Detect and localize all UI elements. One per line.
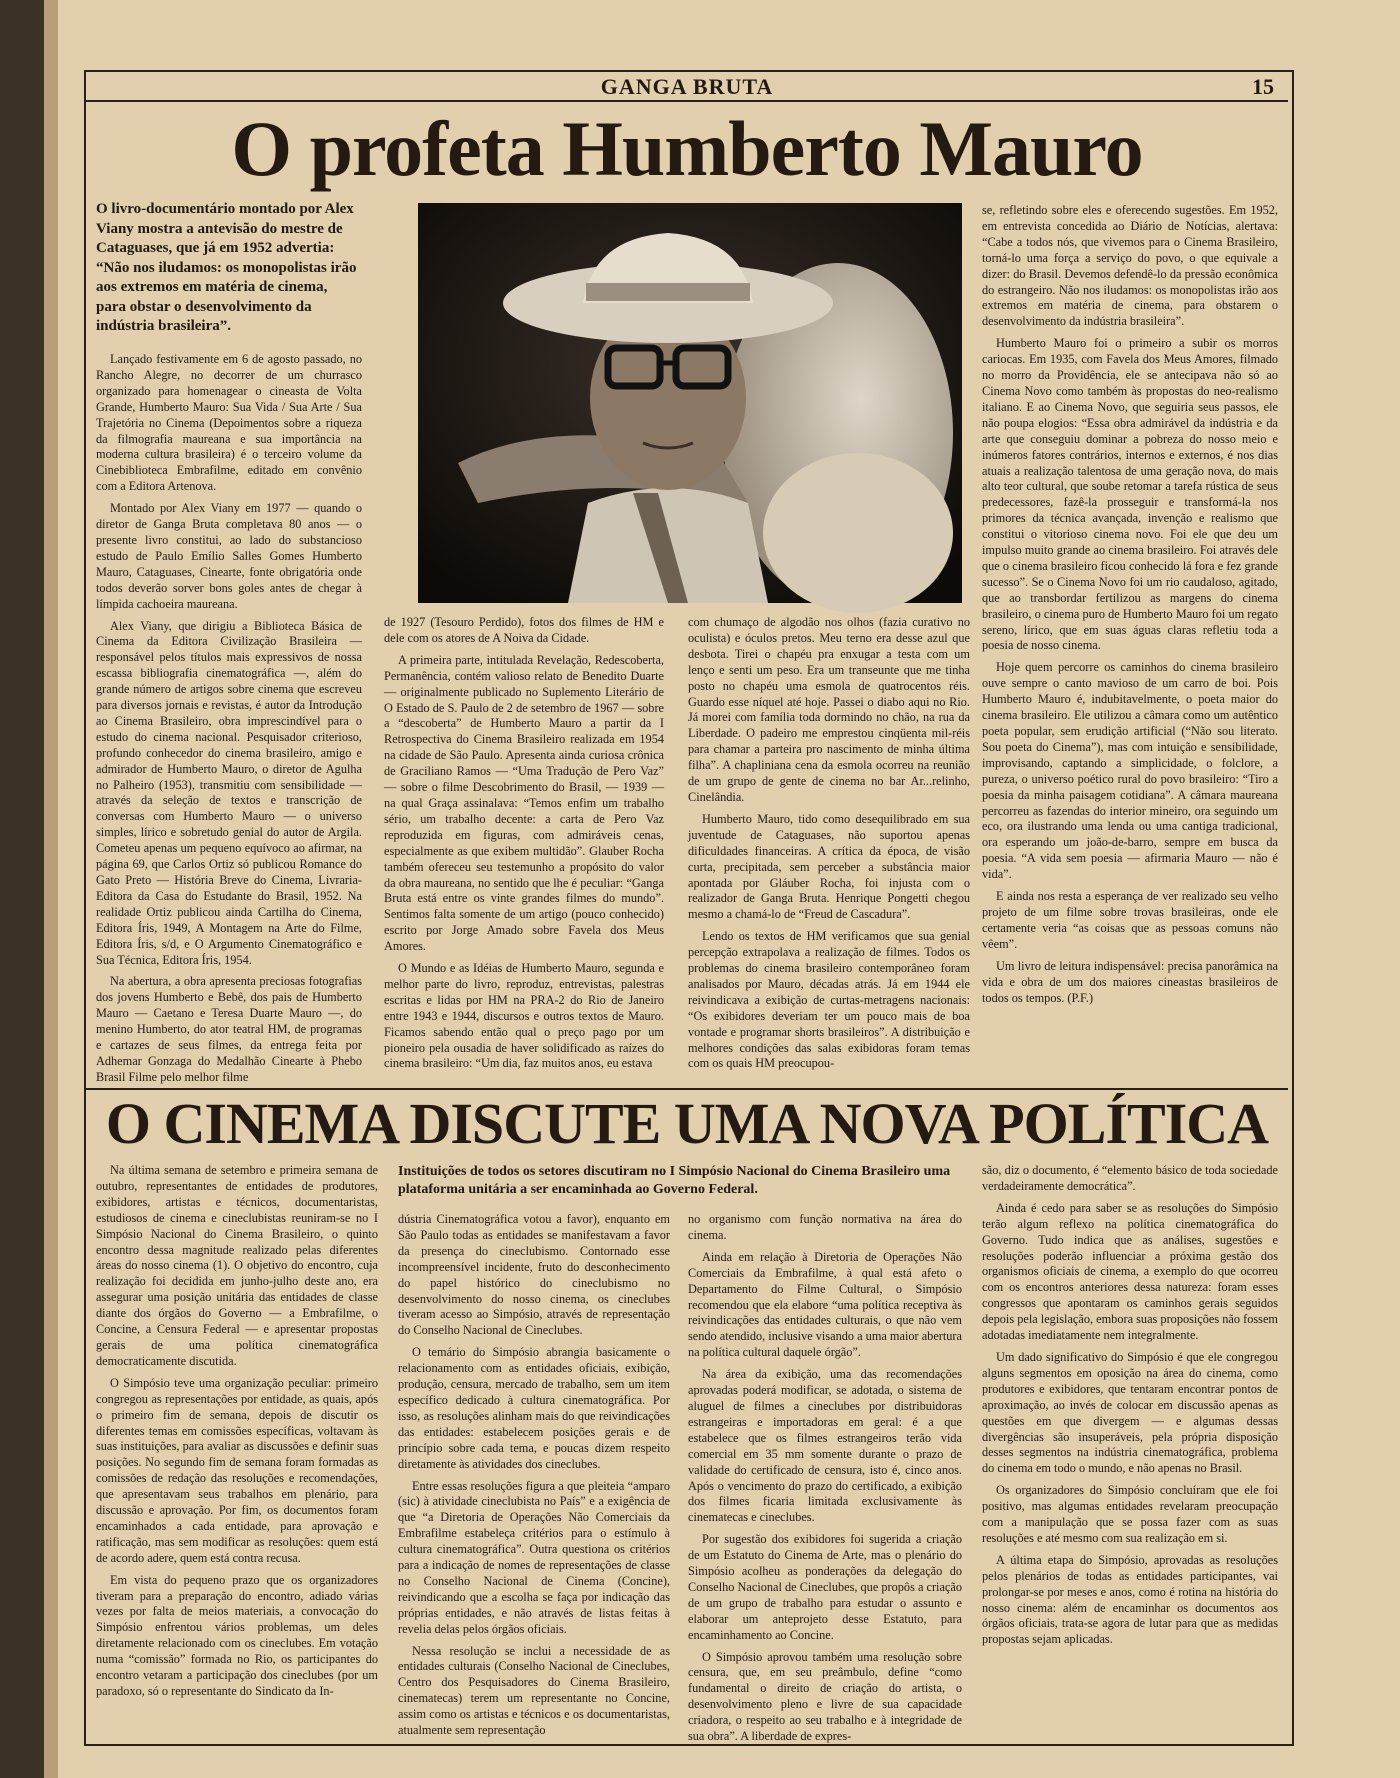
article-column-3	[688, 615, 970, 1080]
page-number: 15	[1252, 74, 1274, 99]
paragraph: E ainda nos resta a esperança de ver realizado seu velho projeto de um filme sobre trovas brasileiras, onde ele certamente veria “as coisas que as pessoas comuns não vêem”.	[982, 889, 1278, 951]
article2-column-1	[96, 1163, 378, 1735]
section-divider	[86, 1088, 1288, 1090]
article2-lead: Instituições de todos os setores discutiram no I Simpósio Nacional do Cinema Brasileiro uma plataforma unitária a ser encaminhada ao Governo Federal.	[398, 1164, 951, 1198]
paragraph: no organismo com função normativa na área do cinema.	[688, 1212, 962, 1242]
article-lead: O livro-documentário montado por Alex Viany mostra a antevisão do mestre de Cataguases, que já em 1952 advertia: “Não nos iludamos: os monopolistas irão aos extremos em matéria de cinema, para obstar o desenvolvimento da indústria brasileira”.	[96, 201, 357, 334]
paragraph: Os organizadores do Simpósio concluíram que ele foi positivo, mas algumas entidades revelaram preocupação com a manipulação que se possa fazer com as suas resoluções e até mesmo com sua realização em si.	[982, 1483, 1278, 1545]
article-headline: O profeta Humberto Mauro	[231, 105, 1143, 192]
paragraph: com chumaço de algodão nos olhos (fazia curativo no oculista) e óculos pretos. Meu terno era desse azul que desbota. Tirei o chapéu pra enxugar a testa com um lenço e senti um peso. Era um transeunte que me tinha posto no chapéu uma esmola de quatrocentos réis. Guardo esse níquel até hoje. Passei o diabo aqui no Rio. Já morei com família toda dormindo no chão, na rua da Liberdade. O padeiro me emprestou cinqüenta mil-réis para chamar a parteira pro nascimento de minha última filha”. A chapliniana cena da esmola ocorreu na reunião de um grupo de gente de cinema no bar Ar...relinho, Cinelândia.	[688, 615, 970, 804]
paragraph: Ainda em relação à Diretoria de Operações Não Comerciais da Embrafilme, à qual está afeto o Departamento do Filme Cultural, o Simpósio recomendou que ela elabore “uma política receptiva às reivindicações das entidades culturais, o que não vem sendo atendido, inclusive visando a uma maior abertura na política cultural daquele órgão”.	[688, 1249, 962, 1360]
paragraph: Hoje quem percorre os caminhos do cinema brasileiro ouve sempre o canto mavioso de um carro de boi. Pois Humberto Mauro é, indubitavelmente, o poeta maior do cinema brasileiro. Ele utilizou a câmara como um autêntico poeta popular, sem erudição artificial (“Não sou literato. Sou poeta do Cinema”), mas com intuição e sensibilidade, improvisando, captando a simplicidade, o folclore, a pureza, o universo poético rural do povo brasileiro: “Tiro a poesia da minha paisagem cotidiana”. A câmara maureana percorreu as fazendas do interior mineiro, ora seguindo um eco, ora ilustrando uma lenda ou uma cantiga tradicional, ora esperando um joão-de-barro, sempre em busca da poesia. “A vida sem poesia — afirmaria Mauro — não é vida”.	[982, 660, 1278, 882]
paragraph: O Mundo e as Idéias de Humberto Mauro, segunda e melhor parte do livro, reproduz, entrevistas, palestras escritas e lidas por HM na PRA-2 do Rio de Janeiro entre 1943 e 1944, discursos e outros textos de Mauro. Ficamos sabendo então qual o preço pago por um pioneiro pela ousadia de haver solidificado as raízes do cinema brasileiro: “Um dia, faz muitos anos, eu estava	[384, 961, 664, 1071]
paragraph: de 1927 (Tesouro Perdido), fotos dos filmes de HM e dele com os atores de A Noiva da Cidade.	[384, 615, 664, 645]
article2-column-4	[982, 1163, 1278, 1735]
paragraph: Na área da exibição, uma das recomendações aprovadas poderá modificar, se adotada, o sistema de aluguel de filmes a cineclubes por distribuidoras estrangeiras e importadoras em geral: é a que estabelece que os filmes estrangeiros terão vida comercial em 35 mm somente durante o prazo de validade do certificado de censura, isto é, cinco anos. Após o vencimento do prazo do certificado, a exibição dos filmes ficaria limitada exclusivamente às cinematecas e cineclubes.	[688, 1367, 962, 1525]
page-gutter	[44, 0, 58, 1778]
paragraph: dústria Cinematográfica votou a favor), enquanto em São Paulo todas as entidades se manifestavam a favor da presença do cineclubismo. Contornado esse incompreensível incidente, fruto do desconhecimento do papel histórico do cineclubismo no desenvolvimento do nosso cinema, os cineclubes tiveram acesso ao Simpósio, através de representação do Conselho Nacional de Cineclubes.	[398, 1212, 670, 1338]
paragraph: Humberto Mauro foi o primeiro a subir os morros cariocas. Em 1935, com Favela dos Meus Amores, filmado no morro da Providência, ele se antecipava não só ao Cinema Novo como também às propostas do neo-realismo italiano. E ao Cinema Novo, que seguiria seus passos, ele não poupa elogios: “Essa obra admirável da indústria e da arte que conseguiu dominar a pobreza do nosso meio e inúmeros fatores contrários, internos e externos, é nos dias atuais a realização talentosa de uma geração nova, do mais alto teor cultural, que soube retomar a tarefa rústica de seus predecessores, fazê-la prosseguir e transformá-la nos primores da técnica avançada, invenção e realismo que constitui o vitorioso cinema novo. Foi ele que deu um impulso muito grande ao cinema brasileiro. Foi através dele que o cinema brasileiro ficou conhecido lá fora e fez grande sucesso”. Se o Cinema Novo foi um rio caudaloso, agitado, que ao transbordar fertilizou as margens do cinema brasileiro, o cinema puro de Humberto Mauro foi um regato sereno, lírico, que em suas águas claras refletiu toda a poesia de nosso cinema.	[982, 336, 1278, 653]
paragraph: A primeira parte, intitulada Revelação, Redescoberta, Permanência, contém valioso relato de Benedito Duarte — originalmente publicado no Suplemento Literário de O Estado de S. Paulo de 2 de setembro de 1967 — sobre a “descoberta” de Humberto Mauro a partir da I Retrospectiva do Cinema Brasileiro realizada em 1954 na cidade de São Paulo. Apresenta ainda curiosa crônica de Graciliano Ramos — “Uma Tradução de Pero Vaz” — sobre o filme Descobrimento do Brasil, — 1939 — na qual Graça assinalava: “Temos enfim um trabalho sério, um trabalho decente: a carta de Pero Vaz reproduzida em figuras, com admiráveis cenas, especialmente as que exibem multidão”. Glauber Rocha também ofereceu seu testemunho a propósito do valor da obra maureana, no sentido que lhe é peculiar: “Ganga Bruta está entre os vinte grandes filmes do mundo”. Sentimos falta somente de um artigo (pouco conhecido) escrito por Jorge Amado sobre Favela dos Meus Amores.	[384, 652, 664, 954]
paragraph: Um livro de leitura indispensável: precisa panorâmica na vida e obra de um dos maiores cineastas brasileiros de todos os tempos. (P.F.)	[982, 958, 1278, 1005]
paragraph: Na última semana de setembro e primeira semana de outubro, representantes de entidades de produtores, exibidores, artistas e técnicos, documentaristas, estudiosos de cinema e cineclubistas reuniram-se no I Simpósio Nacional do Cinema Brasileiro, o quinto encontro dessa magnitude realizado pelas diferentes áreas do nosso cinema (1). O objetivo do encontro, cuja realização foi decidida em junho-julho deste ano, era assegurar uma posição unitária das entidades de classe diante dos órgãos do Governo — a Embrafilme, o Concine, a Censura Federal — e apresentar propostas gerais de uma política cinematográfica democraticamente discutida.	[96, 1163, 378, 1368]
paragraph: Montado por Alex Viany em 1977 — quando o diretor de Ganga Bruta completava 80 anos — o presente livro constitui, ao lado do substancioso estudo de Paulo Emílio Salles Gomes Humberto Mauro, Cataguases, Cinearte, fonte obrigatória onde todos deverão sorver bons goles antes de chegar à límpida cachoeira maureana.	[96, 501, 362, 611]
article-column-2	[384, 615, 664, 1080]
paragraph: são, diz o documento, é “elemento básico de toda sociedade verdadeiramente democrática”.	[982, 1163, 1278, 1193]
article2-column-3	[688, 1212, 962, 1744]
paragraph: Um dado significativo do Simpósio é que ele congregou alguns segmentos em oposição na área do cinema, como produtores e exibidores, que tentaram encontrar pontos de aproximação, ao invés de colocar em discussão apenas as questões em que divergem — e algumas dessas divergências são insuperáveis, pela própria disposição desses segmentos na indústria cinematográfica, problema do cinema em todo o mundo, e não apenas no Brasil.	[982, 1349, 1278, 1476]
article-column-1	[96, 352, 362, 1084]
portrait-photo	[418, 203, 962, 603]
paragraph: Alex Viany, que dirigiu a Biblioteca Básica de Cinema da Editora Civilização Brasileira — responsável pelos títulos mais expressivos de nossa escassa bibliografia cinematográfica —, além do grande número de artigos sobre cinema que escreveu para diversos jornais e revistas, é autor da Introdução ao Cinema Brasileiro, obra imprescindível para o estudo do cinema nacional. Pesquisador criterioso, profundo conhecedor do cinema brasileiro, amigo e admirador de Humberto Mauro, o diretor de Agulha no Palheiro (1953), transmitiu com sensibilidade — através da seleção de textos e transcrição de conversas com Humberto Mauro — o universo simples, lírico e sobretudo genial do autor de Argila. Cometeu apenas um pequeno equívoco ao afirmar, na página 69, que Carlos Ortiz só publicou Romance do Gato Preto — História Breve do Cinema, Livraria-Editora da Casa do Estudante do Brasil, 1952. Na realidade Ortiz publicou ainda Cartilha do Cinema, Editora Íris, 1949, A Montagem na Arte do Filme, Editora Íris, s/d, e O Argumento Cinematográfico e Sua Técnica, Editora Íris, 1954.	[96, 618, 362, 967]
article-column-4	[982, 203, 1278, 1080]
portrait-illustration	[418, 203, 962, 603]
paragraph: Lançado festivamente em 6 de agosto passado, no Rancho Alegre, no decorrer de um churrasco organizado para homenagear o cineasta de Volta Grande, Humberto Mauro: Sua Vida / Sua Arte / Sua Trajetória no Cinema (Depoimentos sobre a riqueza da filmografia maureana e sua importância na moderna cultura brasileira) é o terceiro volume da Cinebiblioteca Embrafilme, editado em convênio com a Editora Artenova.	[96, 352, 362, 494]
article2-column-2	[398, 1212, 670, 1738]
section-name: GANGA BRUTA	[600, 74, 774, 99]
book-spine	[0, 0, 44, 1778]
paragraph: Por sugestão dos exibidores foi sugerida a criação de um Estatuto do Cinema de Arte, mas o plenário do Simpósio acolheu as ponderações da delegação do Conselho Nacional de Cineclubes, que propôs a criação de um grupo de trabalho para estudar o assunto e elaborar um anteprojeto desse Estatuto, para encaminhamento ao Concine.	[688, 1532, 962, 1642]
paragraph: Em vista do pequeno prazo que os organizadores tiveram para a preparação do encontro, adiado várias vezes por falta de meios materiais, a convocação do Simpósio enfrentou vários problemas, um deles diretamente relacionado com os cineclubes. Em votação numa “comissão” formada no Rio, os participantes do encontro vetaram a participação dos cineclubes (por um paradoxo, só o representante do Sindicato da In-	[96, 1572, 378, 1698]
paragraph: O Simpósio aprovou também uma resolução sobre censura, que, em seu preâmbulo, define “como fundamental o direito de criação do artista, o desenvolvimento pleno e livre de sua capacidade criadora, o respeito ao seu trabalho e à integridade de sua obra”. A liberdade de expres-	[688, 1649, 962, 1744]
paragraph: Ainda é cedo para saber se as resoluções do Simpósio terão algum reflexo na política cinematográfica do Governo. Tudo indica que as análises, sugestões e resoluções poderão influenciar a próxima gestão dos organismos oficiais de cinema, a exemplo do que ocorreu com os encontros anteriores dessa natureza: foram esses congressos que apontaram os caminhos gerais seguidos depois pela legislação, embora suas proposições não fossem adotadas imediatamente nem integralmente.	[982, 1200, 1278, 1343]
paragraph: O temário do Simpósio abrangia basicamente o relacionamento com as entidades oficiais, exibição, produção, censura, mercado de trabalho, sem um item específico dedicado à cultura cinematográfica. Por isso, as resoluções alinham mais do que reivindicações das entidades: estabelecem posições gerais e de princípio sobre cada tema, e poucas dizem respeito diretamente às atividades dos cineclubes.	[398, 1345, 670, 1471]
paragraph: Nessa resolução se inclui a necessidade de as entidades culturais (Conselho Nacional de Cineclubes, Centro dos Pesquisadores do Cinema Brasileiro, cinematecas) terem um representante no Concine, assim como os artistas e técnicos e os documentaristas, atualmente sem representação	[398, 1643, 670, 1738]
paragraph: Na abertura, a obra apresenta preciosas fotografias dos jovens Humberto e Bebê, dos pais de Humberto Mauro — Caetano e Teresa Duarte Mauro —, do menino Humberto, do ator teatral HM, de programas e cartazes de seus filmes, da entrega feita por Adhemar Gonzaga do Medalhão Cinearte à Phebo Brasil Filme pelo melhor filme	[96, 974, 362, 1084]
paragraph: se, refletindo sobre eles e oferecendo sugestões. Em 1952, em entrevista concedida ao Diário de Notícias, alertava: “Cabe a todos nós, que vivemos para o Cinema Brasileiro, torná-lo uma força a serviço do povo, o que equivale a dizer: do Brasil. Devemos defendê-lo da pressão econômica do estrangeiro. Não nos iludamos: os monopolistas irão aos extremos em matéria de cinema, para obstarem o desenvolvimento da indústria brasileira”.	[982, 203, 1278, 329]
paragraph: O Simpósio teve uma organização peculiar: primeiro congregou as representações por entidade, as quais, após o primeiro fim de semana, depois de discutir os diferentes temas em comissões específicas, voltavam às suas instituições, para avaliar as discussões e definir suas posições. No segundo fim de semana foram formadas as comissões de redação das resoluções e recomendações, que apresentavam seus trabalhos em plenário, para discussão e aprovação. Por fim, os documentos foram encaminhados a cada entidade, para aprovação e ratificação, mas sem modificar as resoluções: quem está de acordo adere, quem está contra recusa.	[96, 1375, 378, 1565]
paragraph: A última etapa do Simpósio, aprovadas as resoluções pelos plenários de todas as entidades participantes, vai prolongar-se por meses e anos, como é rotina na história do nosso cinema: além de encaminhar os documentos aos órgãos oficiais, trata-se agora de lutar para que as medidas propostas sejam aplicadas.	[982, 1552, 1278, 1647]
article2-headline: O CINEMA DISCUTE UMA NOVA POLÍTICA	[105, 1091, 1269, 1156]
running-header	[86, 72, 1288, 102]
paragraph: Humberto Mauro, tido como desequilibrado em sua juventude de Cataguases, não suportou apenas dificuldades financeiras. A crítica da época, de visão curta, precipitada, sem perceber a substância maior apontada por Gláuber Rocha, foi injusta com o realizador de Ganga Bruta. Henrique Pongetti chegou mesmo a chamá-lo de “Freud de Cascadura”.	[688, 811, 970, 922]
paragraph: Lendo os textos de HM verificamos que sua genial percepção extrapolava a realização de filmes. Todos os problemas do cinema brasileiro contemporâneo foram analisados por Mauro, décadas atrás. Já em 1944 ele reivindicava a exibição de curtas-metragens nacionais: “Os exibidores deveriam ter um pouco mais de boa vontade e programar shorts brasileiros”. A distribuição e melhores condições das salas exibidoras foram temas com os quais HM preocupou-	[688, 929, 970, 1071]
paragraph: Entre essas resoluções figura a que pleiteia “amparo (sic) à atividade cineclubista no País” e a exigência de que “a Diretoria de Operações Não Comerciais da Embrafilme estabeleça critérios para o estímulo à cultura cinematográfica”. Outra questiona os critérios para a indicação de nomes de representações de classe no Conselho Nacional de Cinema (Concine), reivindicando que a escolha se faça por indicação das próprias entidades, e não através de listas feitas à revelia delas pelos órgãos oficiais.	[398, 1478, 670, 1636]
